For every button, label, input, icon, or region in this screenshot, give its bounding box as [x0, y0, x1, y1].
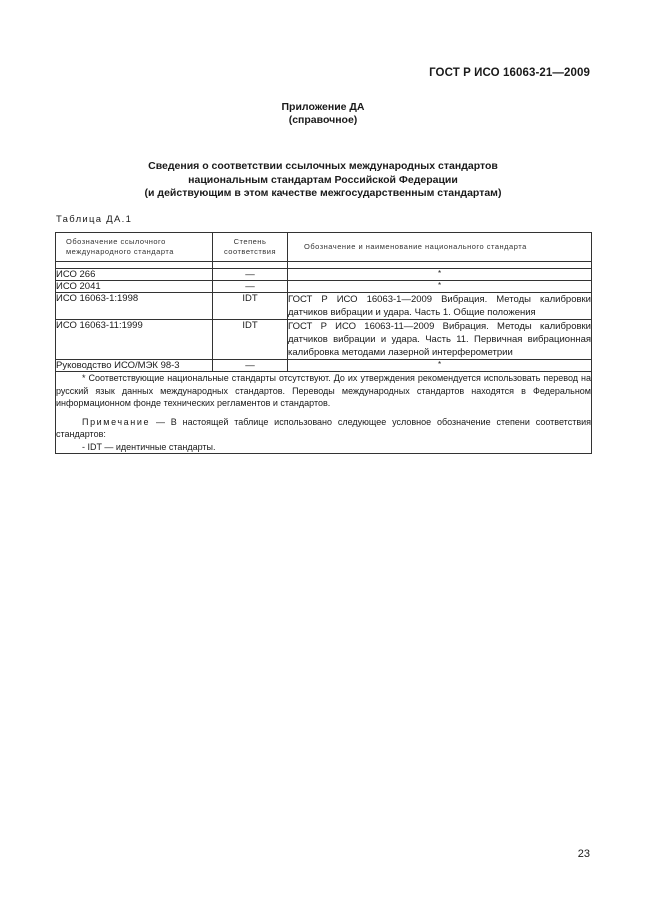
cell-degree: —	[213, 269, 288, 281]
table-row	[56, 320, 592, 360]
note-item: - IDT — идентичные стандарты.	[82, 441, 216, 452]
header-text: Обозначение ссылочного	[66, 237, 166, 246]
cell-reference: Руководство ИСО/МЭК 98-3	[56, 360, 213, 372]
table-row	[56, 360, 592, 372]
cell-reference: ИСО 16063-11:1999	[56, 320, 213, 360]
cell-reference: ИСО 2041	[56, 281, 213, 293]
header-text: международного стандарта	[66, 247, 174, 256]
cell-national: *	[288, 281, 592, 293]
cell-degree: IDT	[213, 293, 288, 320]
header-text: Обозначение и наименование национального стандарта	[304, 242, 527, 251]
header-text: Степень	[233, 237, 267, 246]
table-header-row	[56, 233, 592, 262]
header-degree	[213, 233, 288, 262]
cell-reference: ИСО 16063-1:1998	[56, 293, 213, 320]
header-reference-standard	[56, 233, 213, 262]
section-title-line: (и действующим в этом качестве межгосударственным стандартам)	[144, 187, 502, 199]
footnote-text: * Соответствующие национальные стандарты отсутствуют. До их утверждения рекомендуется использовать перевод на русский язык данных международных стандартов. Переводы международных стандартов находятся в Федеральном информационном фонде технических регламентов и стандартов.	[56, 373, 591, 408]
table-row	[56, 293, 592, 320]
table-footer-row	[56, 372, 592, 454]
correspondence-table	[55, 232, 592, 454]
cell-national: *	[288, 269, 592, 281]
section-title-line: Сведения о соответствии ссылочных международных стандартов	[148, 160, 498, 172]
section-title-line: национальным стандартам Российской Федерации	[188, 173, 458, 186]
appendix-subtitle: (справочное)	[288, 114, 358, 126]
note-label: Примечание	[82, 416, 151, 427]
document-code: ГОСТ Р ИСО 16063-21—2009	[429, 67, 590, 79]
cell-reference: ИСО 266	[56, 269, 213, 281]
cell-degree: IDT	[213, 320, 288, 360]
cell-degree: —	[213, 360, 288, 372]
appendix-title: Приложение ДА	[281, 101, 365, 113]
header-national-standard	[288, 233, 592, 262]
page-number: 23	[577, 848, 590, 860]
table-footnote	[56, 372, 592, 454]
table-caption: Таблица ДА.1	[56, 214, 133, 225]
cell-national: ГОСТ Р ИСО 16063-11—2009 Вибрация. Методы калибровки датчиков вибрации и удара. Часть 11. Первичная вибрационная калибровка методами лазерной интерферометрии	[288, 321, 591, 358]
cell-degree: —	[213, 281, 288, 293]
note	[56, 416, 591, 441]
table-row	[56, 281, 592, 293]
cell-national: *	[288, 360, 592, 372]
note-text: — В настоящей таблице использовано следующее условное обозначение степени соответствия стандартов:	[56, 416, 591, 439]
appendix-heading	[0, 101, 646, 127]
cell-national: ГОСТ Р ИСО 16063-1—2009 Вибрация. Методы калибровки датчиков вибрации и удара. Часть 1. Общие положения	[288, 294, 591, 318]
table-row	[56, 269, 592, 281]
section-title	[0, 160, 646, 201]
header-text: соответствия	[223, 247, 277, 256]
